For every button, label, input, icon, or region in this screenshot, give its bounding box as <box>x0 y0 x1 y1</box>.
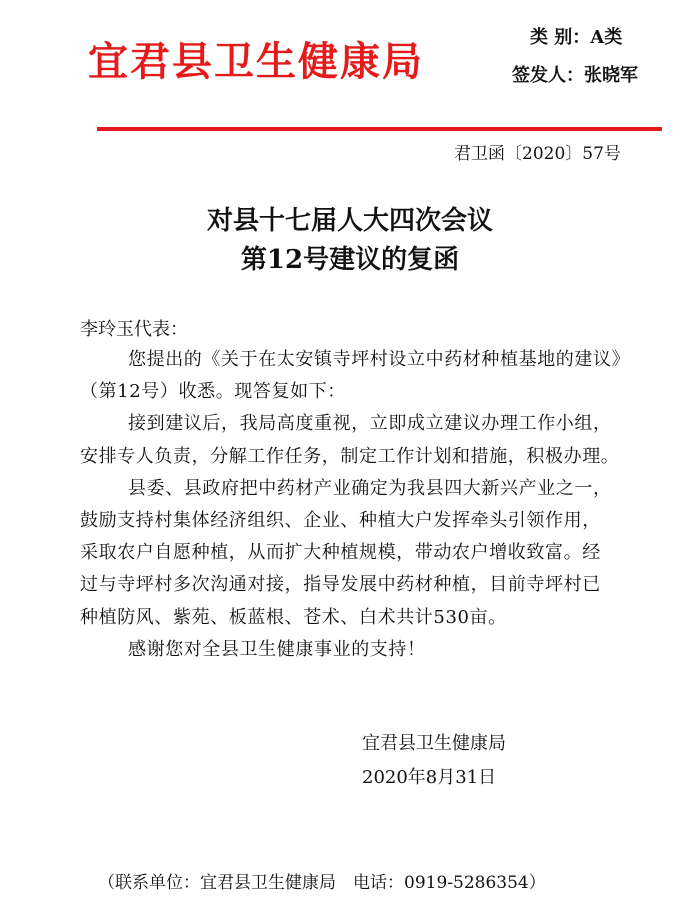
body-line: 鼓励支持村集体经济组织、企业、种植大户发挥牵头引领作用， <box>80 510 601 532</box>
body-line: 感谢您对全县卫生健康事业的支持！ <box>128 638 426 660</box>
letter-salutation: 李玲玉代表： <box>80 319 188 340</box>
body-line: 过与寺坪村多次沟通对接，指导发展中药材种植，目前寺坪村已 <box>80 574 601 596</box>
issuing-org-title: 宜君县卫生健康局 <box>88 38 424 85</box>
document-title-line-2: 第12号建议的复函 <box>240 245 460 275</box>
document-category: 类 别：A类 <box>530 27 623 48</box>
body-line: 安排专人负责，分解工作任务，制定工作计划和措施，积极办理。 <box>80 445 620 467</box>
document-number: 君卫函〔2020〕57号 <box>454 144 621 164</box>
body-line: 种植防风、紫苑、板蓝根、苍术、白术共计530亩。 <box>80 606 507 628</box>
body-line: 接到建议后，我局高度重视，立即成立建议办理工作小组， <box>128 413 612 435</box>
red-header-divider <box>97 127 662 131</box>
signature-org: 宜君县卫生健康局 <box>362 733 506 754</box>
body-line: 县委、县政府把中药材产业确定为我县四大新兴产业之一， <box>128 477 612 499</box>
body-line: 采取农户自愿种植，从而扩大种植规模，带动农户增收致富。经 <box>80 542 601 564</box>
document-title-line-1: 对县十七届人大四次会议 <box>206 206 493 236</box>
letter-body <box>80 344 670 666</box>
body-line: （第12号）收悉。现答复如下： <box>80 381 346 403</box>
contact-footer: （联系单位：宜君县卫生健康局 电话：0919-5286354） <box>98 873 546 893</box>
body-line: 您提出的《关于在太安镇寺坪村设立中药材种植基地的建议》 <box>128 349 631 370</box>
document-issuer: 签发人：张晓军 <box>512 65 638 86</box>
signature-date: 2020年8月31日 <box>362 767 497 788</box>
